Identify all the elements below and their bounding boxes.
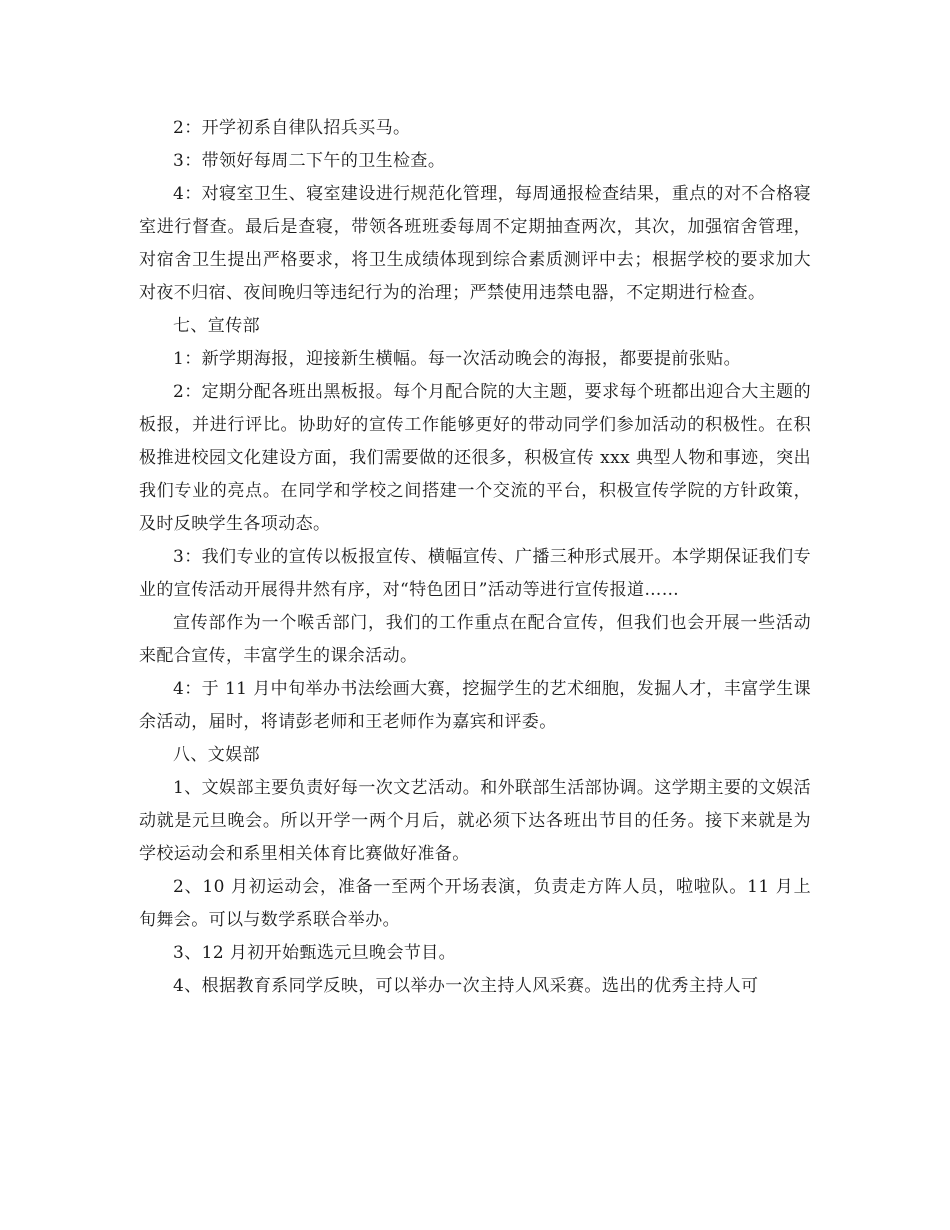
paragraph-host-contest: 4、根据教育系同学反映，可以举办一次主持人风采赛。选出的优秀主持人可 (173, 976, 759, 996)
paragraph-dorm-management: 4：对寝室卫生、寝室建设进行规范化管理，每周通报检查结果，重点的对不合格寝室进行督查。最后是查寝，带领各班班委每周不定期抽查两次，其次，加强宿舍管理，对宿舍卫生提出严格要求，将卫生成绩体现到综合素质测评中去；根据学校的要求加大对夜不归宿、夜间晚归等违纪行为的治理；严禁使用违禁电器，不定期进行检查。 (139, 184, 811, 303)
paragraph-sports-meet: 2、10 月初运动会，准备一至两个开场表演，负责走方阵人员，啦啦队。11 月上旬舞会。可以与数学系联合举办。 (139, 877, 811, 930)
paragraph-entertainment-duties: 1、文娱部主要负责好每一次文艺活动。和外联部生活部协调。这学期主要的文娱活动就是元旦晚会。所以开学一两个月后，就必须下达各班出节目的任务。接下来就是为学校运动会和系里相关体育比赛做好准备。 (139, 778, 811, 864)
paragraph-art-contest: 4：于 11 月中旬举办书法绘画大赛，挖掘学生的艺术细胞，发掘人才，丰富学生课余活动，届时，将请彭老师和王老师作为嘉宾和评委。 (139, 679, 811, 732)
section-heading-publicity: 七、宣传部 (173, 316, 260, 336)
section-heading-entertainment: 八、文娱部 (173, 745, 260, 765)
paragraph-hygiene-check: 3：带领好每周二下午的卫生检查。 (173, 151, 446, 171)
paragraph-gala-selection: 3、12 月初开始甄选元旦晚会节目。 (173, 943, 457, 963)
paragraph-publicity-forms: 3：我们专业的宣传以板报宣传、横幅宣传、广播三种形式展开。本学期保证我们专业的宣传活动开展得井然有序，对“特色团日”活动等进行宣传报道…… (139, 547, 811, 600)
document-body (139, 112, 811, 1003)
paragraph-publicity-role: 宣传部作为一个喉舌部门，我们的工作重点在配合宣传，但我们也会开展一些活动来配合宣传，丰富学生的课余活动。 (139, 613, 811, 666)
paragraph-posters: 1：新学期海报，迎接新生横幅。每一次活动晚会的海报，都要提前张贴。 (173, 349, 742, 369)
paragraph-blackboard: 2：定期分配各班出黑板报。每个月配合院的大主题，要求每个班都出迎合大主题的板报，并进行评比。协助好的宣传工作能够更好的带动同学们参加活动的积极性。在积极推进校园文化建设方面，我们需要做的还很多，积极宣传 xxx 典型人物和事迹，突出我们专业的亮点。在同学和学校之间搭建一个交流的平台，积极宣传学院的方针政策，及时反映学生各项动态。 (139, 382, 811, 534)
paragraph-recruit: 2：开学初系自律队招兵买马。 (173, 118, 411, 138)
